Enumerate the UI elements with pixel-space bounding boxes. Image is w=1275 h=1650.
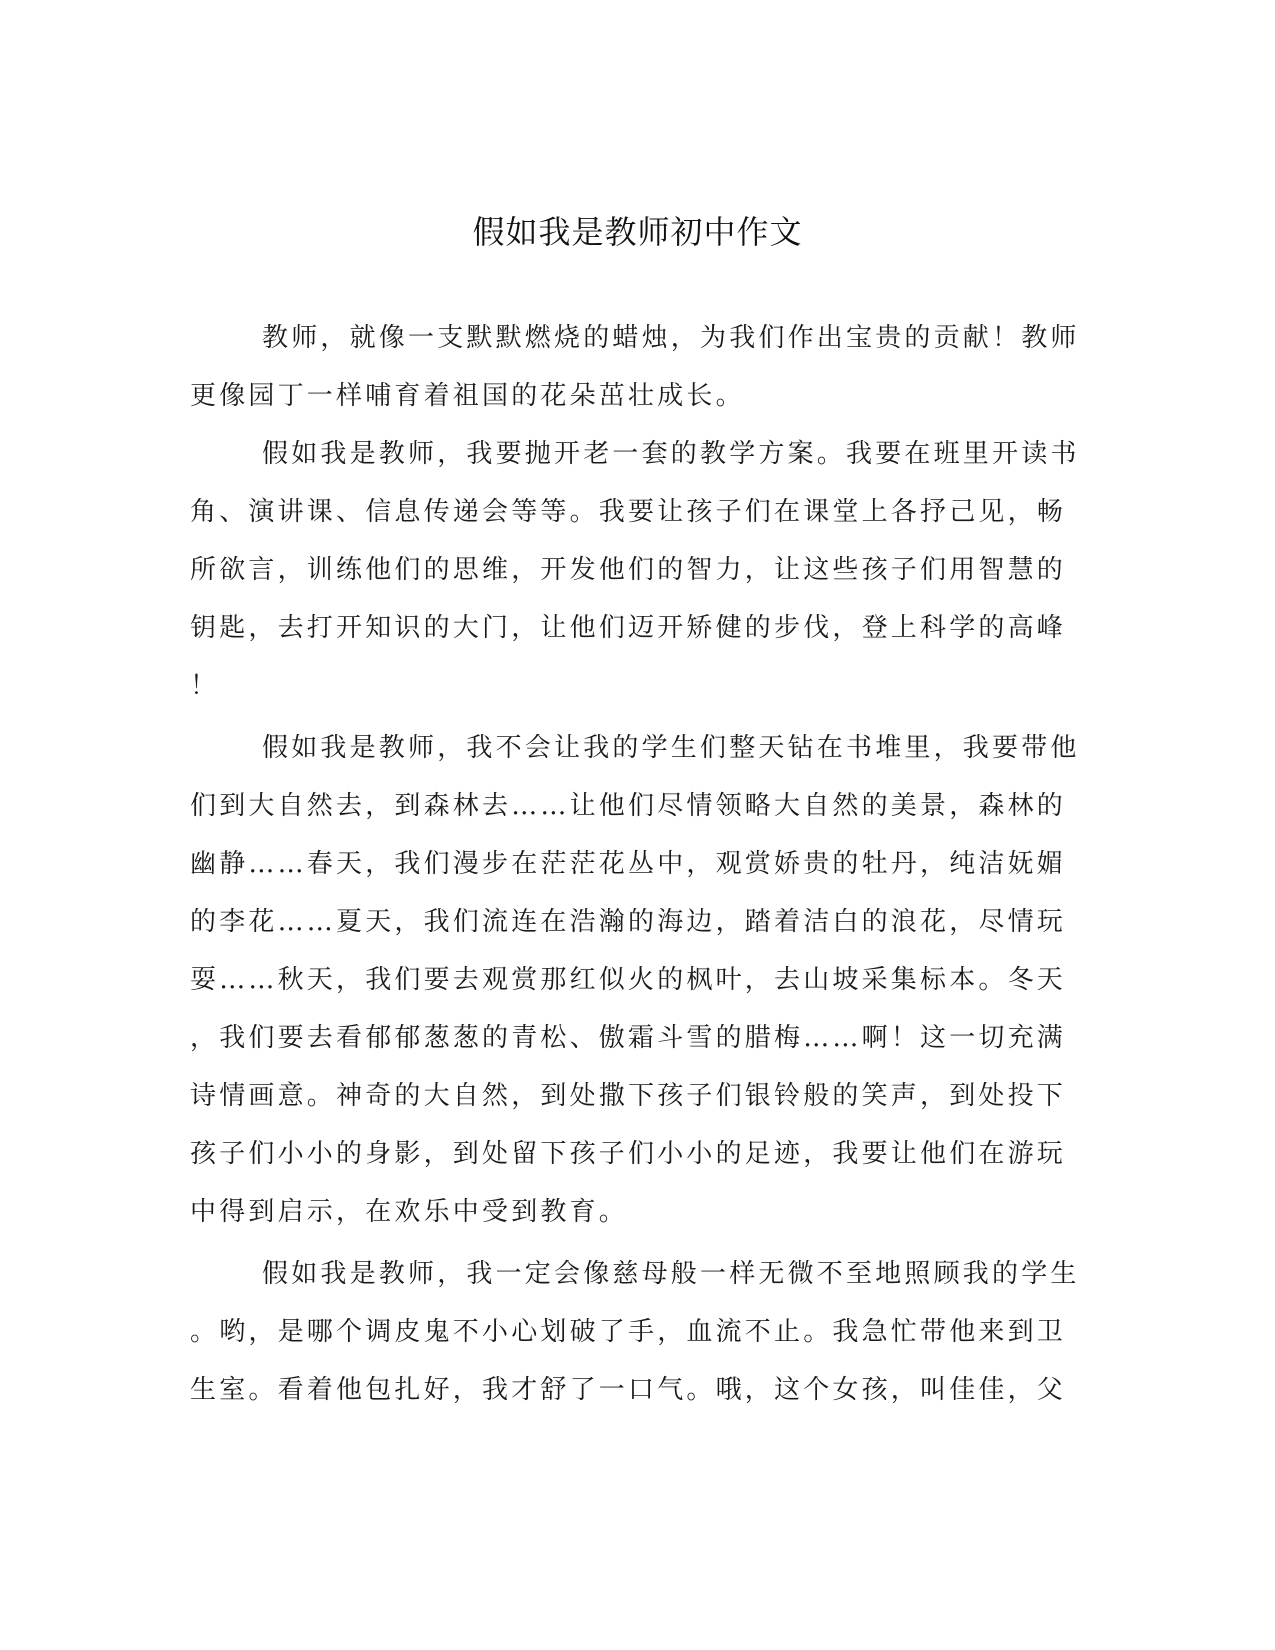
paragraph-line: 耍……秋天，我们要去观赏那红似火的枫叶，去山坡采集标本。冬天 bbox=[190, 965, 1067, 995]
paragraph-line: 角、演讲课、信息传递会等等。我要让孩子们在课堂上各抒己见，畅 bbox=[190, 497, 1067, 527]
paragraph-line: 中得到启示，在欢乐中受到教育。 bbox=[190, 1197, 629, 1227]
paragraph-line: 生室。看着他包扎好，我才舒了一口气。哦，这个女孩，叫佳佳，父 bbox=[190, 1375, 1067, 1405]
paragraph-line: 的李花……夏天，我们流连在浩瀚的海边，踏着洁白的浪花，尽情玩 bbox=[190, 907, 1067, 937]
paragraph-line: 假如我是教师，我要抛开老一套的教学方案。我要在班里开读书 bbox=[262, 439, 1080, 469]
paragraph-line: 钥匙，去打开知识的大门，让他们迈开矫健的步伐，登上科学的高峰 bbox=[190, 613, 1067, 643]
paragraph-line: 更像园丁一样哺育着祖国的花朵茁壮成长。 bbox=[190, 381, 745, 411]
paragraph-line: 所欲言，训练他们的思维，开发他们的智力，让这些孩子们用智慧的 bbox=[190, 555, 1067, 585]
paragraph-line: 幽静……春天，我们漫步在茫茫花丛中，观赏娇贵的牡丹，纯洁妩媚 bbox=[190, 849, 1067, 879]
paragraph-line: 。哟，是哪个调皮鬼不小心划破了手，血流不止。我急忙带他来到卫 bbox=[190, 1317, 1067, 1347]
paragraph-line: 孩子们小小的身影，到处留下孩子们小小的足迹，我要让他们在游玩 bbox=[190, 1139, 1067, 1169]
document-title: 假如我是教师初中作文 bbox=[472, 213, 803, 251]
paragraph-line: 诗情画意。神奇的大自然，到处撒下孩子们银铃般的笑声，到处投下 bbox=[190, 1081, 1067, 1111]
paragraph-line: 假如我是教师，我不会让我的学生们整天钻在书堆里，我要带他 bbox=[262, 733, 1080, 763]
paragraph-line: ！ bbox=[190, 671, 220, 701]
paragraph-line: ，我们要去看郁郁葱葱的青松、傲霜斗雪的腊梅……啊！这一切充满 bbox=[190, 1023, 1067, 1053]
paragraph-line: 们到大自然去，到森林去……让他们尽情领略大自然的美景，森林的 bbox=[190, 791, 1067, 821]
paragraph-line: 假如我是教师，我一定会像慈母般一样无微不至地照顾我的学生 bbox=[262, 1259, 1080, 1289]
paragraph-line: 教师，就像一支默默燃烧的蜡烛，为我们作出宝贵的贡献！教师 bbox=[262, 323, 1080, 353]
